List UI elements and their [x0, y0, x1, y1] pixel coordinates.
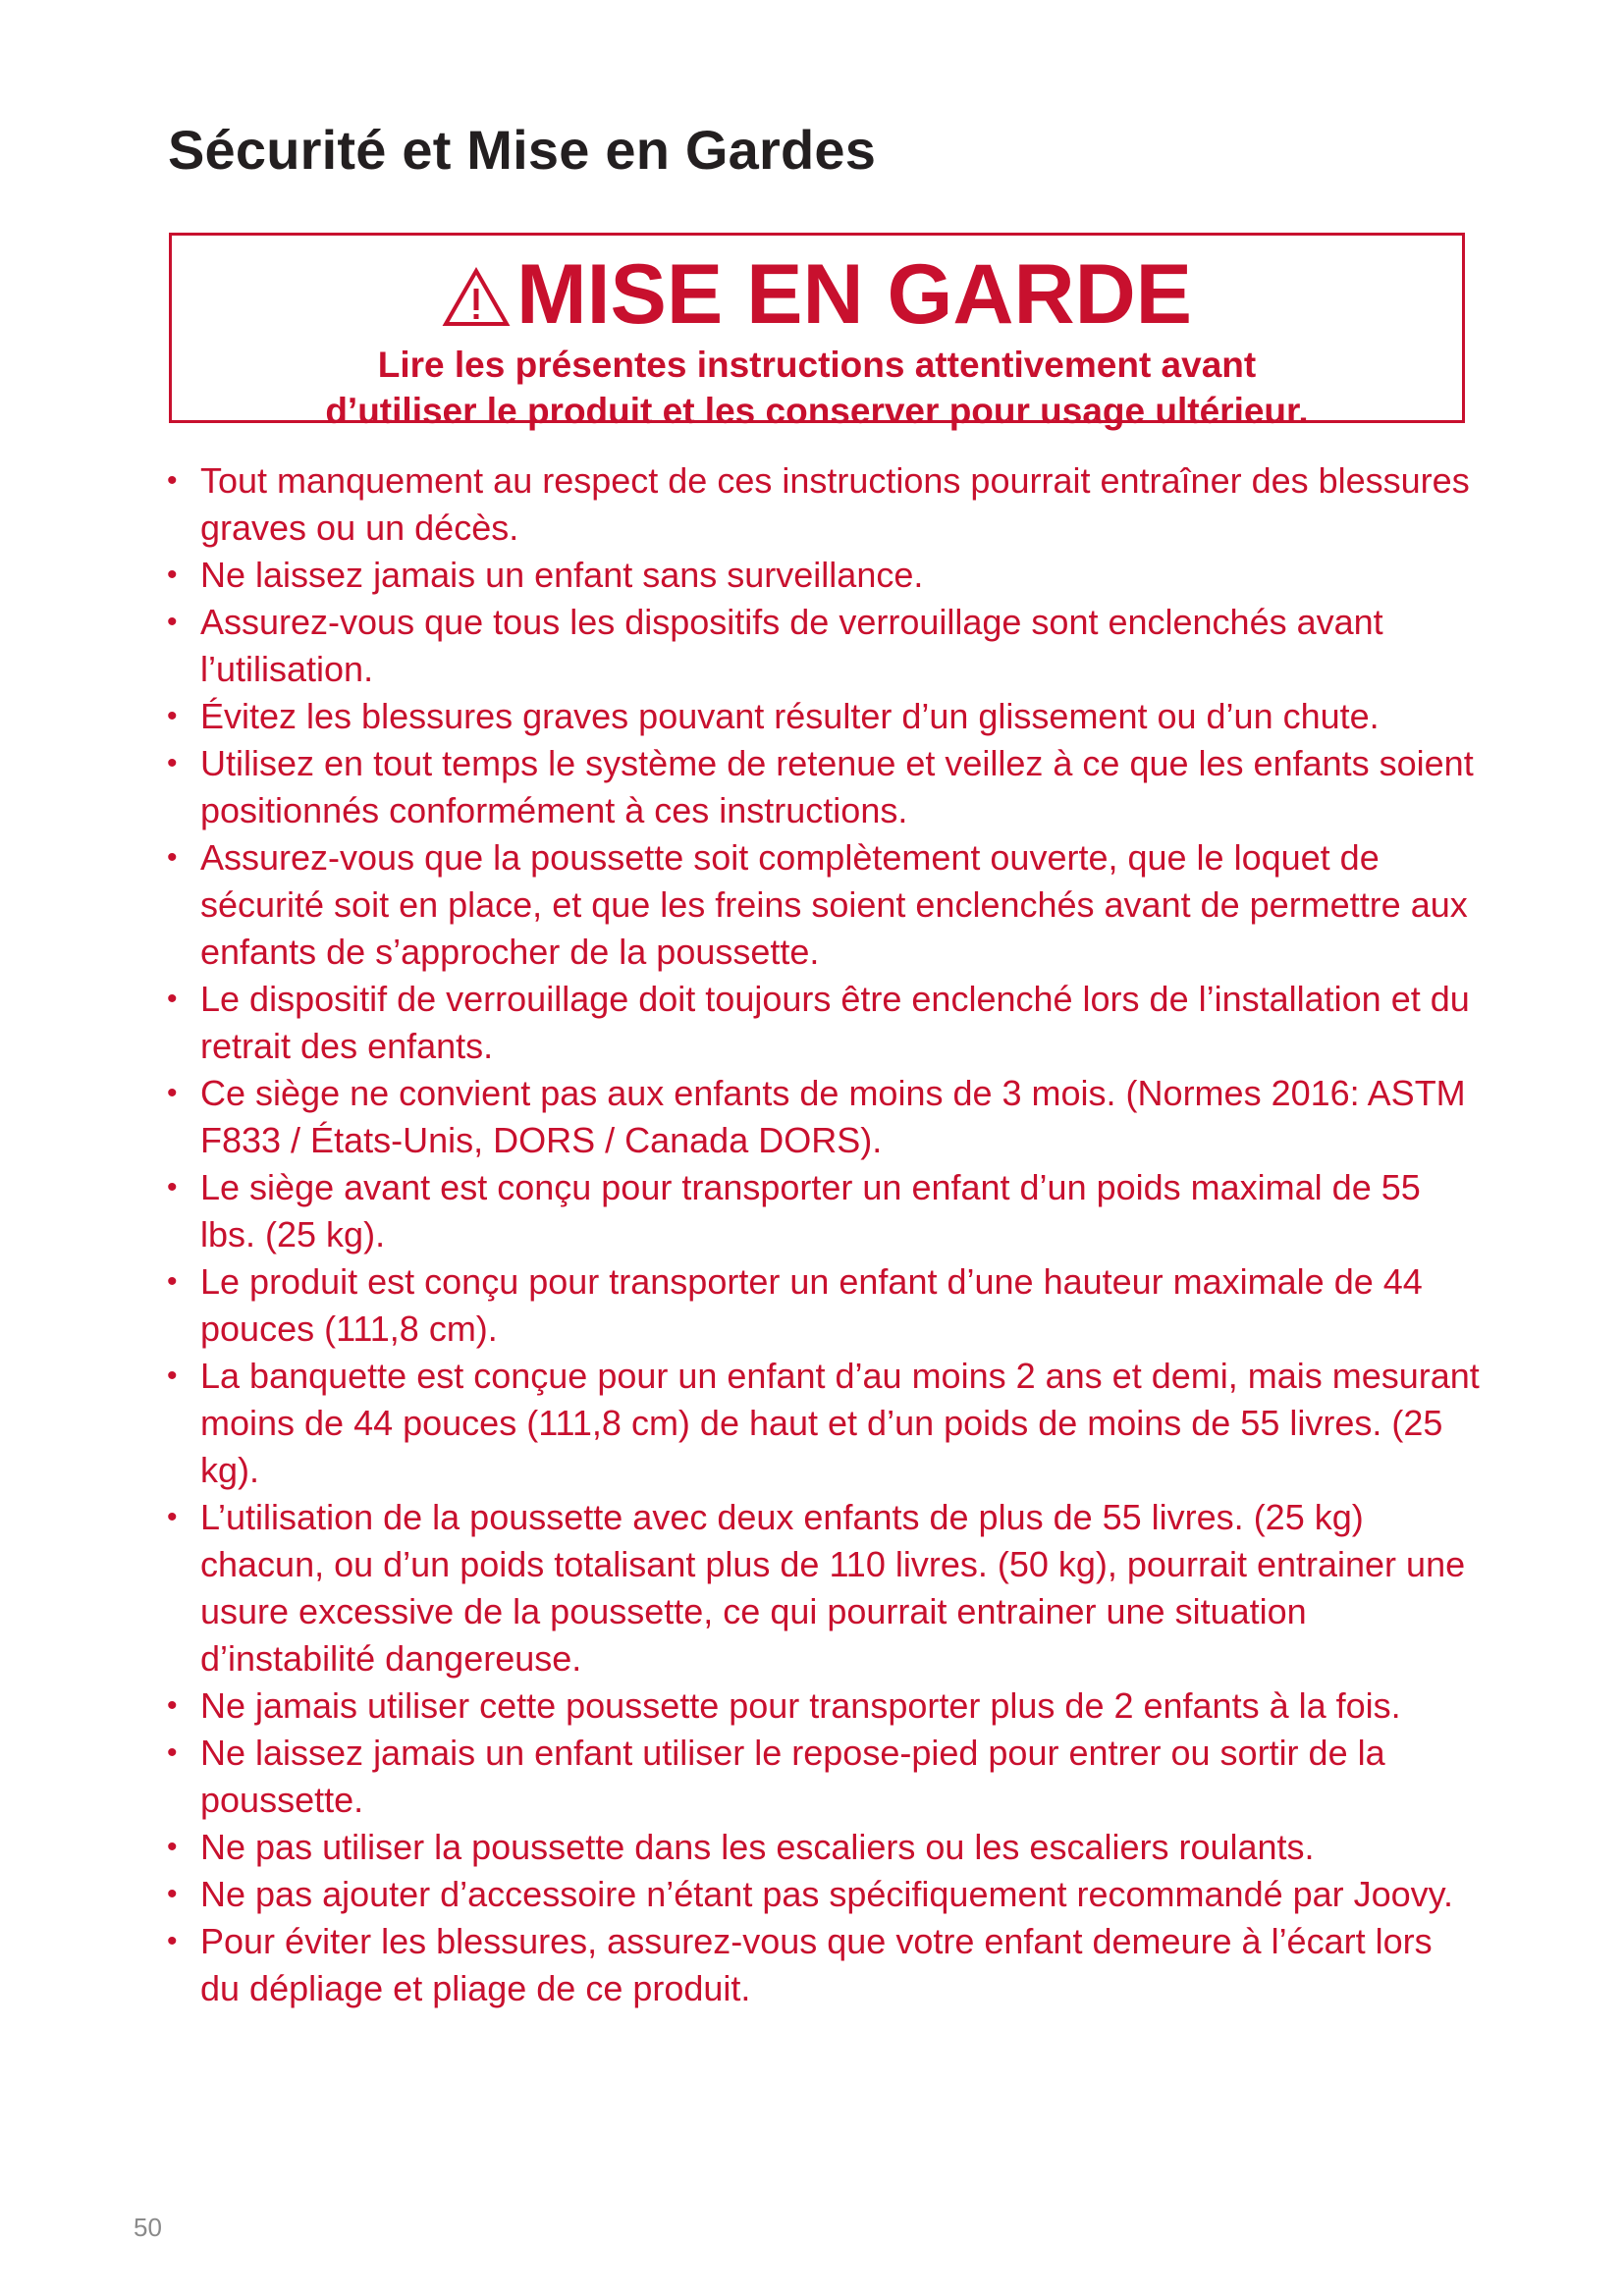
- list-item: [165, 1494, 1481, 1682]
- list-item: [165, 1258, 1481, 1353]
- warning-heading-text: MISE EN GARDE: [515, 247, 1193, 342]
- bullet-icon: •: [167, 606, 178, 638]
- list-item-text: L’utilisation de la poussette avec deux enfants de plus de 55 livres. (25 kg) chacun, ou d’un poids totalisant plus de 110 livres. (50 kg), pourrait entrainer une usure excessive de la poussette, ce qui pourrait entrainer une situation d’instabilité dangereuse.: [200, 1497, 1466, 1679]
- bullet-icon: •: [167, 700, 178, 732]
- list-item-text: Le produit est conçu pour transporter un enfant d’une hauteur maximale de 44 pouces (111,8 cm).: [200, 1261, 1423, 1349]
- list-item: [165, 457, 1481, 552]
- list-item: [165, 976, 1481, 1070]
- list-item-text: Utilisez en tout temps le système de retenue et veillez à ce que les enfants soient positionnés conformément à ces instructions.: [200, 743, 1474, 830]
- list-item-text: Évitez les blessures graves pouvant résulter d’un glissement ou d’un chute.: [200, 696, 1380, 736]
- list-item-text: Assurez-vous que tous les dispositifs de verrouillage sont enclenchés avant l’utilisation.: [200, 602, 1383, 689]
- list-item-text: Ne pas utiliser la poussette dans les escaliers ou les escaliers roulants.: [200, 1827, 1315, 1867]
- list-item-text: La banquette est conçue pour un enfant d’au moins 2 ans et demi, mais mesurant moins de 44 pouces (111,8 cm) de haut et d’un poids de moins de 55 livres. (25 kg).: [200, 1356, 1480, 1490]
- bullet-icon: •: [167, 1265, 178, 1298]
- bullet-icon: •: [167, 1171, 178, 1203]
- list-item-text: Ne laissez jamais un enfant utiliser le repose-pied pour entrer ou sortir de la poussette.: [200, 1733, 1385, 1820]
- list-item-text: Ce siège ne convient pas aux enfants de moins de 3 mois. (Normes 2016: ASTM F833 / États-Unis, DORS / Canada DORS).: [200, 1073, 1466, 1160]
- list-item: [165, 599, 1481, 693]
- bullet-icon: •: [167, 1501, 178, 1533]
- bullet-icon: •: [167, 983, 178, 1015]
- bullet-icon: •: [167, 1831, 178, 1863]
- list-item-text: Tout manquement au respect de ces instructions pourrait entraîner des blessures graves ou un décès.: [200, 460, 1470, 548]
- bullet-icon: •: [167, 1360, 178, 1392]
- warning-heading: [172, 247, 1462, 342]
- bullet-icon: •: [167, 747, 178, 779]
- list-item-text: Ne jamais utiliser cette poussette pour transporter plus de 2 enfants à la fois.: [200, 1685, 1401, 1726]
- bullet-icon: •: [167, 559, 178, 591]
- list-item: [165, 1871, 1481, 1918]
- list-item: [165, 1070, 1481, 1164]
- bullet-icon: •: [167, 1689, 178, 1722]
- warning-subtitle-line2: d’utiliser le produit et les conserver pour usage ultérieur.: [325, 391, 1309, 431]
- bullet-icon: •: [167, 1077, 178, 1109]
- safety-instructions-list: [165, 457, 1481, 2012]
- list-item-text: Le siège avant est conçu pour transporter un enfant d’un poids maximal de 55 lbs. (25 kg).: [200, 1167, 1421, 1255]
- warning-triangle-icon: [442, 267, 511, 328]
- list-item: [165, 1353, 1481, 1494]
- list-item: [165, 1682, 1481, 1730]
- list-item-text: Ne laissez jamais un enfant sans surveillance.: [200, 555, 924, 595]
- bullet-icon: •: [167, 464, 178, 497]
- list-item: [165, 1918, 1481, 2012]
- bullet-icon: •: [167, 841, 178, 874]
- list-item: [165, 1824, 1481, 1871]
- list-item: [165, 552, 1481, 599]
- bullet-icon: •: [167, 1878, 178, 1910]
- list-item: [165, 1730, 1481, 1824]
- list-item: [165, 693, 1481, 740]
- warning-subtitle-line1: Lire les présentes instructions attentivement avant: [377, 345, 1257, 385]
- bullet-icon: •: [167, 1925, 178, 1957]
- list-item-text: Le dispositif de verrouillage doit toujours être enclenché lors de l’installation et du retrait des enfants.: [200, 979, 1470, 1066]
- list-item-text: Ne pas ajouter d’accessoire n’étant pas spécifiquement recommandé par Joovy.: [200, 1874, 1454, 1914]
- list-item: [165, 740, 1481, 834]
- page-number: 50: [134, 2213, 162, 2242]
- list-item: [165, 1164, 1481, 1258]
- bullet-icon: •: [167, 1736, 178, 1769]
- list-item-text: Assurez-vous que la poussette soit complètement ouverte, que le loquet de sécurité soit en place, et que les freins soient enclenchés avant de permettre aux enfants de s’approcher de la poussette.: [200, 837, 1468, 972]
- list-item-text: Pour éviter les blessures, assurez-vous que votre enfant demeure à l’écart lors du dépliage et pliage de ce produit.: [200, 1921, 1433, 2008]
- page-title: Sécurité et Mise en Gardes: [168, 119, 877, 181]
- list-item: [165, 834, 1481, 976]
- warning-box: [169, 233, 1465, 431]
